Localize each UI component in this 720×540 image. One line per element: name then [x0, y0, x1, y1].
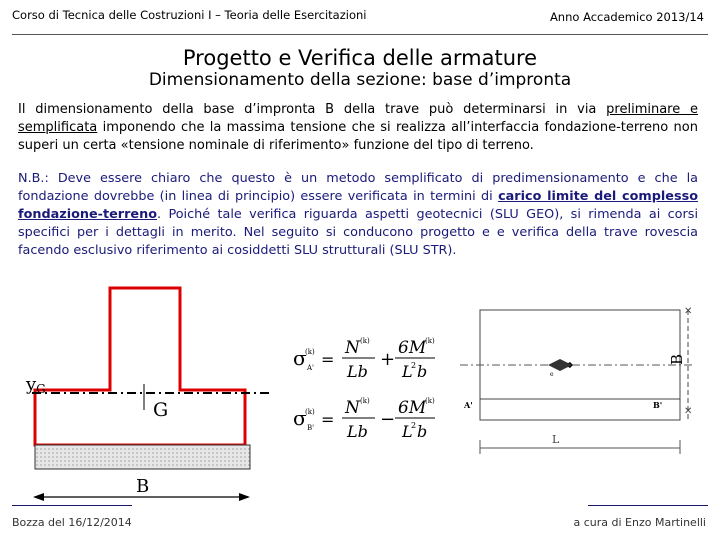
kern-diamond [548, 359, 572, 371]
p1-text-a: Il dimensionamento della base d’impronta B della trave può determinarsi in via [18, 102, 607, 117]
svg-text:σ: σ [293, 346, 307, 370]
svg-text:(k): (k) [305, 348, 315, 356]
svg-text:=: = [321, 350, 335, 369]
svg-text:−: − [380, 409, 396, 430]
b-prime-label: B' [653, 400, 663, 410]
l-dimension-label: L [552, 433, 560, 446]
section-figure [20, 280, 280, 505]
footer-right-line [588, 505, 708, 506]
page-subtitle: Dimensionamento della sezione: base d’impronta [148, 70, 572, 90]
p2-text-a: N.B.: Deve essere chiaro che questo è un metodo semplificato di predimensionamento e che la fondazione dovrebbe (in linea di principio) essere verificata in termini di [18, 171, 698, 204]
header-year: Anno Accademico 2013/14 [549, 10, 704, 24]
header-course: Corso di Tecnica delle Costruzioni I – Teoria delle Esercitazioni [12, 8, 367, 22]
yg-label: yG [26, 374, 46, 396]
eccentricity-label: e [550, 371, 554, 378]
svg-text:+: + [380, 349, 396, 370]
svg-text:(k): (k) [425, 397, 435, 405]
footer-author: a cura di Enzo Martinelli [573, 516, 706, 529]
svg-text:=: = [321, 410, 335, 429]
svg-text:σ: σ [293, 406, 307, 430]
svg-text:(k): (k) [425, 337, 435, 345]
centroid-label: G [153, 399, 169, 421]
footer-draft-date: Bozza del 16/12/2014 [12, 516, 132, 529]
svg-text:✕: ✕ [684, 306, 693, 317]
svg-text:6M: 6M [398, 338, 427, 358]
header-divider [12, 34, 708, 35]
width-label: B [136, 476, 150, 497]
p2-text-b: . Poiché tale verifica riguarda aspetti geotecnici (SLU GEO), si rimenda ai corsi specifici per i dettagli in merito. Nel seguito si conducono progetto e e verifica della trave rovescia facendo esclusivo riferimento ai cosiddetti SLU strutturali (SLU STR). [18, 207, 698, 258]
a-prime-label: A' [464, 400, 473, 410]
svg-text:(k): (k) [360, 337, 370, 345]
svg-text:L: L [402, 362, 413, 381]
svg-text:(k): (k) [360, 397, 370, 405]
formulas-figure [285, 325, 460, 450]
footer-left-line [12, 505, 132, 506]
soil-layer [35, 445, 250, 469]
svg-text:2: 2 [411, 421, 417, 430]
formula-b [293, 397, 435, 441]
svg-text:Lb: Lb [347, 422, 368, 441]
paragraph-note [18, 170, 698, 260]
arrow-right-icon [239, 493, 250, 501]
page-title: Progetto e Verifica delle armature [182, 46, 538, 70]
svg-text:2: 2 [411, 361, 417, 370]
paragraph-intro [18, 101, 698, 155]
p1-underlined: preliminare e semplificata [18, 102, 698, 135]
svg-text:✕: ✕ [684, 406, 693, 417]
inverted-t-section [35, 288, 245, 445]
b-dimension-label: B [668, 353, 686, 365]
svg-text:L: L [402, 422, 413, 441]
svg-text:b: b [417, 362, 428, 381]
svg-text:N: N [345, 398, 360, 418]
svg-text:b: b [417, 422, 428, 441]
svg-text:(k): (k) [305, 408, 315, 416]
svg-text:B': B' [307, 424, 315, 432]
svg-text:A': A' [307, 364, 314, 372]
plan-figure [460, 290, 710, 475]
svg-text:N: N [345, 338, 360, 358]
svg-text:Lb: Lb [347, 362, 368, 381]
svg-text:6M: 6M [398, 398, 427, 418]
p1-text-b: imponendo che la massima tensione che si realizza all’interfaccia fondazione-terreno non superi un certa «tensione nominale di riferimento» funzione del tipo di terreno. [18, 120, 698, 153]
arrow-left-icon [33, 493, 44, 501]
p2-bold: carico limite del complesso fondazione-terreno [18, 189, 699, 222]
formula-a [293, 337, 435, 381]
